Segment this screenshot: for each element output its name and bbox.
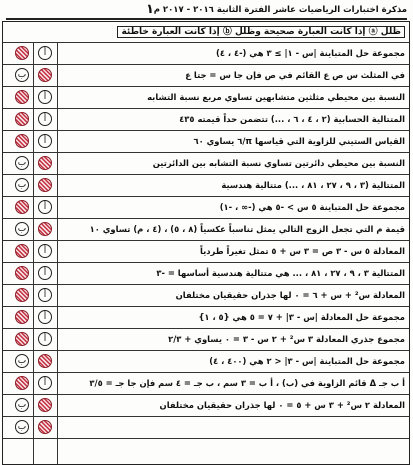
question-text: النسبة بين محيطي مثلثين متشابهين تساوي مربع نسبة التشابه [147,92,405,102]
option-false-bubble[interactable]: ب [15,398,29,412]
instruction-text: ظلل ⓐ إذا كانت العبارة صحيحة وظلل ⓑ إذا كانت العبارة خاطئة [117,26,405,38]
option-true-bubble[interactable]: أ [38,112,52,126]
question-table [2,21,410,465]
option-false-bubble[interactable]: ب [15,354,29,368]
question-text: المعادلة ٢ س² + ٣ س + ٥ = ٠ لها جذران حقيقيان مختلفان [159,400,405,410]
option-false-bubble[interactable]: ب [15,178,29,192]
option-true-bubble[interactable]: أ [38,288,52,302]
instruction-row [3,22,409,43]
option-false-bubble[interactable]: ب [15,420,29,434]
option-false-bubble[interactable] [15,200,29,214]
question-text: مجموعة حل المعادلة |س - ٣| + ٧ = ٥ هي {٥ ، ١} [198,312,405,322]
option-true-bubble[interactable] [38,156,52,170]
option-true-bubble[interactable]: أ [38,310,52,324]
option-true-bubble[interactable] [38,354,52,368]
question-row [3,65,409,87]
option-false-bubble[interactable] [15,332,29,346]
question-row [3,395,409,417]
option-true-bubble[interactable] [38,68,52,82]
option-false-bubble[interactable] [15,112,29,126]
option-false-bubble[interactable] [15,266,29,280]
question-row [3,197,409,219]
question-row [3,351,409,373]
option-false-bubble[interactable] [15,310,29,324]
question-row [3,263,409,285]
question-row [3,131,409,153]
question-text [61,417,405,438]
option-false-bubble[interactable] [15,46,29,60]
option-true-bubble[interactable]: أ [38,266,52,280]
question-text: القياس الستيني للزاوية التي قياسها π/٦ يساوي ٦٠ [193,136,405,146]
question-row [3,175,409,197]
option-false-bubble[interactable] [15,288,29,302]
page-number: ١ [146,2,154,17]
option-false-bubble[interactable] [15,244,29,258]
question-row [3,307,409,329]
question-text: النسبة بين محيطي دائرتين تساوي نسبة التشابه بين الدائرتين [152,158,405,168]
question-text: مجموعة حل المتباينة |س - ١| ≥ ٣ هي (-٤ ، ٤) [215,48,405,58]
question-text: قيمة م التي تجعل الزوج التالي يمثل تناسباً عكسياً (٨ ، ٥) ، (٤ ، م) تساوي ١٠ [89,224,405,234]
option-true-bubble[interactable]: أ [38,376,52,390]
option-true-bubble[interactable] [38,420,52,434]
option-true-bubble[interactable]: أ [38,332,52,346]
question-row [3,417,409,439]
question-text: المعادلة س² + س + ٦ = ٠ لها جذران حقيقيان مختلفان [175,290,405,300]
option-true-bubble[interactable] [38,398,52,412]
option-false-bubble[interactable]: ب [15,156,29,170]
question-text: مجموع جذري المعادلة ٣ س² + ٢ س - ٣ = ٠ يساوي + ٢/٣ [168,334,405,344]
option-true-bubble[interactable] [38,178,52,192]
option-true-bubble[interactable]: أ [38,134,52,148]
question-text: المتتالية (٣ ، ٩ ، ٢٧ ، ٨١ ، ...) متتالية هندسية [221,180,405,190]
question-row [3,373,409,395]
question-text: أ ب جـ Δ قائم الزاوية في (ب) ، أ ب = ٣ سم ، ب جـ = ٤ سم فإن جا جـ = ٣/٥ [89,378,405,388]
question-text: المعادلة ٥ س - ٣ ص = ٣ س + ٥ تمثل تغيراً طردياً [199,246,405,256]
question-row [3,329,409,351]
question-row [3,285,409,307]
option-true-bubble[interactable]: أ [38,46,52,60]
option-false-bubble[interactable]: ب [15,222,29,236]
question-text: مجموعة حل المتباينة |س - ٣| < ٢ هي (٤٠٠ ، ٤) [209,356,405,366]
option-true-bubble[interactable]: أ [38,90,52,104]
option-false-bubble[interactable] [15,134,29,148]
question-row [3,153,409,175]
question-text: في المثلث س ص ع القائم في ص فإن جا س = جتا ع [185,70,405,80]
option-false-bubble[interactable] [15,90,29,104]
question-text: مجموعة حل المتباينة ٥ س > -٥ هي (-∞ ، -١) [219,202,405,212]
page-header [6,2,407,20]
option-true-bubble[interactable] [38,222,52,236]
question-row [3,109,409,131]
header-title: مذكرة اختبارات الرياضيات عاشر الفترة الثانية ٢٠١٦ - ٢٠١٧ م [153,5,407,15]
question-row [3,87,409,109]
option-true-bubble[interactable]: أ [38,244,52,258]
option-false-bubble[interactable] [15,376,29,390]
option-false-bubble[interactable]: ب [15,68,29,82]
question-row [3,241,409,263]
question-row [3,43,409,65]
question-text: المتتالية ٣ ، ٩ ، ٢٧ ، ٨١ ، ... هي متتالية هندسية أساسها = -٣ [156,268,405,278]
option-true-bubble[interactable]: أ [38,200,52,214]
question-row [3,219,409,241]
question-text: المتتالية الحسابية (٢ ، ٤ ، ٦ ، ...) تتضمن حداً قيمته ٤٣٥ [179,114,405,124]
